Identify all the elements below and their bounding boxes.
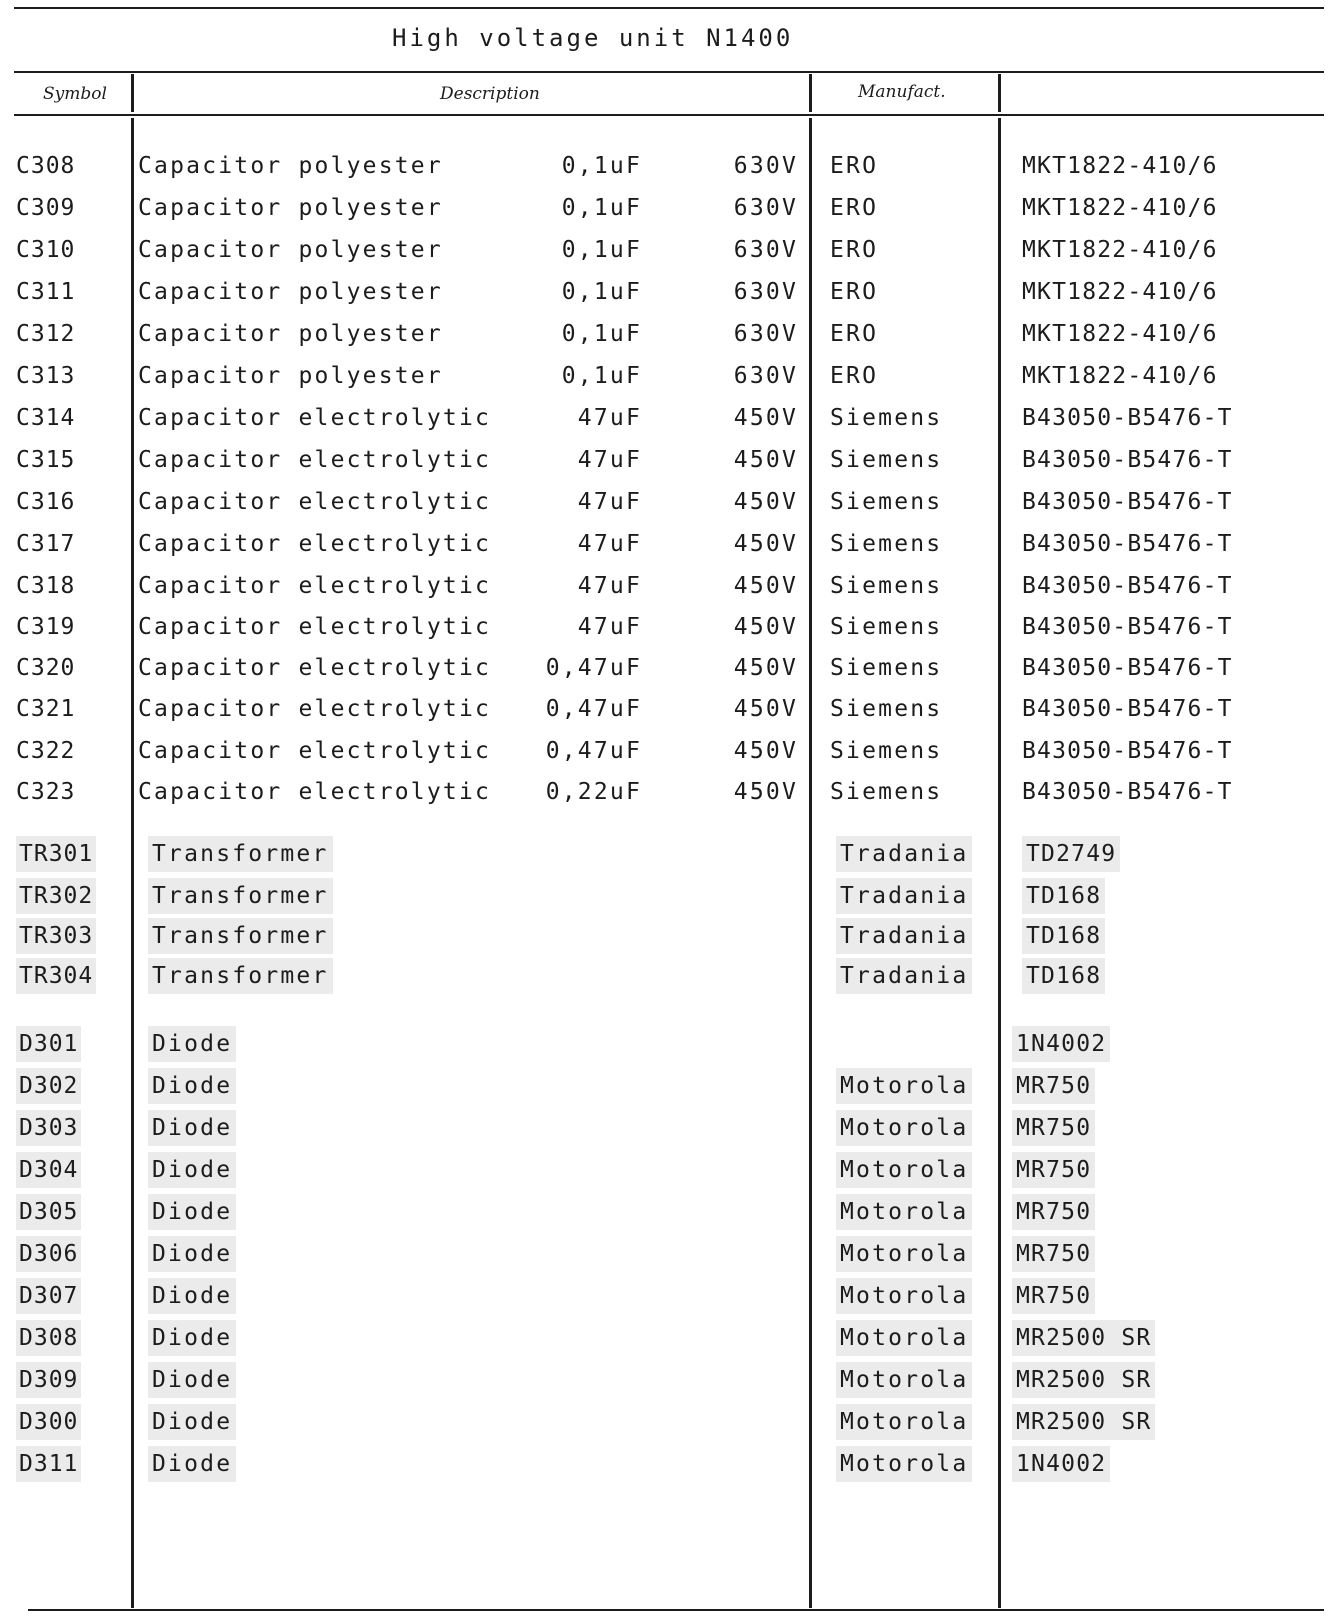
row-symbol: C322 (16, 738, 76, 764)
row-part-number: B43050-B5476-T (1022, 489, 1233, 515)
row-description: Capacitor electrolytic (138, 573, 492, 599)
row-voltage: 630V (733, 153, 798, 179)
row-symbol: C319 (16, 614, 76, 640)
row-part-number: MR2500 SR (1012, 1362, 1155, 1398)
row-description: Diode (148, 1026, 236, 1062)
row-value: 47uF (577, 573, 642, 599)
row-part-number: B43050-B5476-T (1022, 779, 1233, 805)
table-row (0, 148, 1338, 188)
row-voltage: 450V (733, 655, 798, 681)
table-row (0, 1110, 1338, 1150)
table-row (0, 1068, 1338, 1108)
row-manufacturer: Siemens (830, 655, 943, 681)
row-manufacturer: Siemens (830, 696, 943, 722)
row-voltage: 450V (733, 738, 798, 764)
row-manufacturer: Motorola (836, 1236, 972, 1272)
row-part-number: B43050-B5476-T (1022, 405, 1233, 431)
row-voltage: 450V (733, 696, 798, 722)
row-part-number: TD168 (1022, 878, 1105, 914)
row-part-number: TD168 (1022, 958, 1105, 994)
row-symbol: D308 (16, 1320, 81, 1356)
row-value: 0,47uF (545, 655, 642, 681)
table-row (0, 316, 1338, 356)
row-symbol: C318 (16, 573, 76, 599)
row-symbol: C317 (16, 531, 76, 557)
row-symbol: C315 (16, 447, 76, 473)
row-description: Capacitor polyester (138, 195, 443, 221)
table-row (0, 774, 1338, 814)
row-part-number: B43050-B5476-T (1022, 447, 1233, 473)
row-part-number: 1N4002 (1012, 1026, 1110, 1062)
row-part-number: MKT1822-410/6 (1022, 321, 1218, 347)
header-manufacturer: Manufact. (858, 82, 946, 102)
row-description: Transformer (148, 836, 333, 872)
row-value: 47uF (577, 489, 642, 515)
row-symbol: D302 (16, 1068, 81, 1104)
row-voltage: 630V (733, 321, 798, 347)
row-symbol: TR302 (16, 878, 96, 914)
row-manufacturer: Motorola (836, 1446, 972, 1482)
row-manufacturer: Motorola (836, 1278, 972, 1314)
row-description: Diode (148, 1404, 236, 1440)
row-description: Capacitor electrolytic (138, 738, 492, 764)
header-symbol: Symbol (43, 84, 107, 104)
row-manufacturer: Motorola (836, 1194, 972, 1230)
row-value: 47uF (577, 447, 642, 473)
row-manufacturer: Siemens (830, 405, 943, 431)
row-description: Capacitor electrolytic (138, 489, 492, 515)
table-row (0, 1152, 1338, 1192)
table-row (0, 568, 1338, 608)
row-part-number: MR750 (1012, 1278, 1095, 1314)
row-manufacturer: ERO (830, 237, 879, 263)
row-symbol: D311 (16, 1446, 81, 1482)
table-row (0, 958, 1338, 998)
row-voltage: 450V (733, 779, 798, 805)
row-part-number: TD168 (1022, 918, 1105, 954)
row-description: Capacitor electrolytic (138, 531, 492, 557)
header-description: Description (440, 84, 540, 104)
row-value: 47uF (577, 405, 642, 431)
row-manufacturer: Siemens (830, 738, 943, 764)
row-symbol: D305 (16, 1194, 81, 1230)
row-description: Transformer (148, 918, 333, 954)
row-manufacturer: ERO (830, 153, 879, 179)
row-voltage: 450V (733, 573, 798, 599)
row-part-number: TD2749 (1022, 836, 1120, 872)
row-symbol: C310 (16, 237, 76, 263)
row-description: Capacitor polyester (138, 321, 443, 347)
row-description: Diode (148, 1320, 236, 1356)
row-symbol: C316 (16, 489, 76, 515)
top-rule (14, 7, 1324, 9)
row-value: 47uF (577, 614, 642, 640)
row-part-number: MKT1822-410/6 (1022, 237, 1218, 263)
row-value: 0,1uF (561, 195, 642, 221)
row-symbol: C320 (16, 655, 76, 681)
row-voltage: 450V (733, 531, 798, 557)
row-description: Capacitor electrolytic (138, 696, 492, 722)
row-part-number: MR750 (1012, 1152, 1095, 1188)
row-part-number: MR750 (1012, 1194, 1095, 1230)
row-description: Diode (148, 1278, 236, 1314)
row-symbol: C323 (16, 779, 76, 805)
row-symbol: D304 (16, 1152, 81, 1188)
row-symbol: D306 (16, 1236, 81, 1272)
row-value: 0,1uF (561, 237, 642, 263)
row-description: Transformer (148, 958, 333, 994)
row-description: Diode (148, 1446, 236, 1482)
row-symbol: C312 (16, 321, 76, 347)
table-row (0, 526, 1338, 566)
header-top-rule (14, 71, 1324, 73)
row-part-number: B43050-B5476-T (1022, 531, 1233, 557)
row-part-number: B43050-B5476-T (1022, 738, 1233, 764)
row-symbol: D301 (16, 1026, 81, 1062)
bottom-rule (28, 1609, 1324, 1611)
table-row (0, 274, 1338, 314)
row-value: 0,1uF (561, 363, 642, 389)
table-row (0, 358, 1338, 398)
row-manufacturer: ERO (830, 279, 879, 305)
row-description: Capacitor electrolytic (138, 655, 492, 681)
row-manufacturer: Siemens (830, 447, 943, 473)
row-value: 47uF (577, 531, 642, 557)
row-description: Diode (148, 1152, 236, 1188)
table-row (0, 484, 1338, 524)
row-description: Diode (148, 1068, 236, 1104)
table-row (0, 650, 1338, 690)
table-row (0, 1026, 1338, 1066)
row-manufacturer: Siemens (830, 489, 943, 515)
table-row (0, 1446, 1338, 1486)
row-symbol: TR304 (16, 958, 96, 994)
row-part-number: 1N4002 (1012, 1446, 1110, 1482)
row-manufacturer: ERO (830, 195, 879, 221)
row-manufacturer: Tradania (836, 836, 972, 872)
row-manufacturer: Siemens (830, 779, 943, 805)
row-part-number: MR750 (1012, 1236, 1095, 1272)
row-manufacturer: ERO (830, 321, 879, 347)
row-part-number: B43050-B5476-T (1022, 573, 1233, 599)
row-voltage: 630V (733, 363, 798, 389)
row-description: Capacitor electrolytic (138, 447, 492, 473)
row-part-number: MR2500 SR (1012, 1404, 1155, 1440)
row-manufacturer: ERO (830, 363, 879, 389)
table-row (0, 1404, 1338, 1444)
table-row (0, 691, 1338, 731)
row-value: 0,47uF (545, 738, 642, 764)
table-row (0, 442, 1338, 482)
row-description: Capacitor electrolytic (138, 779, 492, 805)
table-row (0, 836, 1338, 876)
row-voltage: 450V (733, 489, 798, 515)
row-description: Transformer (148, 878, 333, 914)
row-part-number: B43050-B5476-T (1022, 614, 1233, 640)
table-row (0, 1194, 1338, 1234)
row-description: Diode (148, 1362, 236, 1398)
page-title: High voltage unit N1400 (392, 24, 794, 52)
row-symbol: D309 (16, 1362, 81, 1398)
row-manufacturer: Motorola (836, 1362, 972, 1398)
row-symbol: C311 (16, 279, 76, 305)
row-manufacturer: Tradania (836, 878, 972, 914)
row-description: Diode (148, 1110, 236, 1146)
table-row (0, 232, 1338, 272)
row-voltage: 630V (733, 279, 798, 305)
row-manufacturer: Motorola (836, 1110, 972, 1146)
table-row (0, 1320, 1338, 1360)
row-symbol: C309 (16, 195, 76, 221)
header-bottom-rule (14, 114, 1324, 116)
row-symbol: C321 (16, 696, 76, 722)
row-symbol: D307 (16, 1278, 81, 1314)
column-divider-header-3 (998, 74, 1001, 112)
table-row (0, 918, 1338, 958)
row-part-number: B43050-B5476-T (1022, 655, 1233, 681)
row-value: 0,47uF (545, 696, 642, 722)
table-row (0, 1362, 1338, 1402)
row-value: 0,1uF (561, 279, 642, 305)
row-voltage: 450V (733, 447, 798, 473)
table-row (0, 400, 1338, 440)
row-manufacturer: Motorola (836, 1068, 972, 1104)
row-part-number: MKT1822-410/6 (1022, 195, 1218, 221)
row-part-number: MKT1822-410/6 (1022, 363, 1218, 389)
table-row (0, 1278, 1338, 1318)
row-voltage: 630V (733, 195, 798, 221)
row-part-number: B43050-B5476-T (1022, 696, 1233, 722)
row-symbol: TR301 (16, 836, 96, 872)
row-manufacturer: Tradania (836, 918, 972, 954)
row-description: Capacitor electrolytic (138, 405, 492, 431)
row-manufacturer: Siemens (830, 614, 943, 640)
row-symbol: C314 (16, 405, 76, 431)
row-part-number: MR750 (1012, 1110, 1095, 1146)
row-symbol: D300 (16, 1404, 81, 1440)
table-row (0, 1236, 1338, 1276)
row-value: 0,1uF (561, 321, 642, 347)
row-manufacturer: Tradania (836, 958, 972, 994)
row-voltage: 450V (733, 614, 798, 640)
row-description: Diode (148, 1194, 236, 1230)
row-manufacturer: Siemens (830, 531, 943, 557)
row-part-number: MKT1822-410/6 (1022, 153, 1218, 179)
row-manufacturer: Siemens (830, 573, 943, 599)
row-voltage: 450V (733, 405, 798, 431)
row-value: 0,1uF (561, 153, 642, 179)
row-part-number: MR750 (1012, 1068, 1095, 1104)
row-description: Capacitor electrolytic (138, 614, 492, 640)
row-symbol: TR303 (16, 918, 96, 954)
table-row (0, 878, 1338, 918)
column-divider-header-2 (809, 74, 812, 112)
row-description: Capacitor polyester (138, 237, 443, 263)
row-manufacturer: Motorola (836, 1152, 972, 1188)
table-row (0, 733, 1338, 773)
column-divider-header-1 (131, 74, 134, 112)
row-symbol: C308 (16, 153, 76, 179)
row-part-number: MKT1822-410/6 (1022, 279, 1218, 305)
row-description: Capacitor polyester (138, 363, 443, 389)
row-description: Capacitor polyester (138, 279, 443, 305)
row-symbol: D303 (16, 1110, 81, 1146)
table-row (0, 190, 1338, 230)
row-voltage: 630V (733, 237, 798, 263)
row-value: 0,22uF (545, 779, 642, 805)
row-manufacturer: Motorola (836, 1320, 972, 1356)
row-part-number: MR2500 SR (1012, 1320, 1155, 1356)
row-description: Capacitor polyester (138, 153, 443, 179)
row-symbol: C313 (16, 363, 76, 389)
row-manufacturer: Motorola (836, 1404, 972, 1440)
table-row (0, 609, 1338, 649)
row-description: Diode (148, 1236, 236, 1272)
